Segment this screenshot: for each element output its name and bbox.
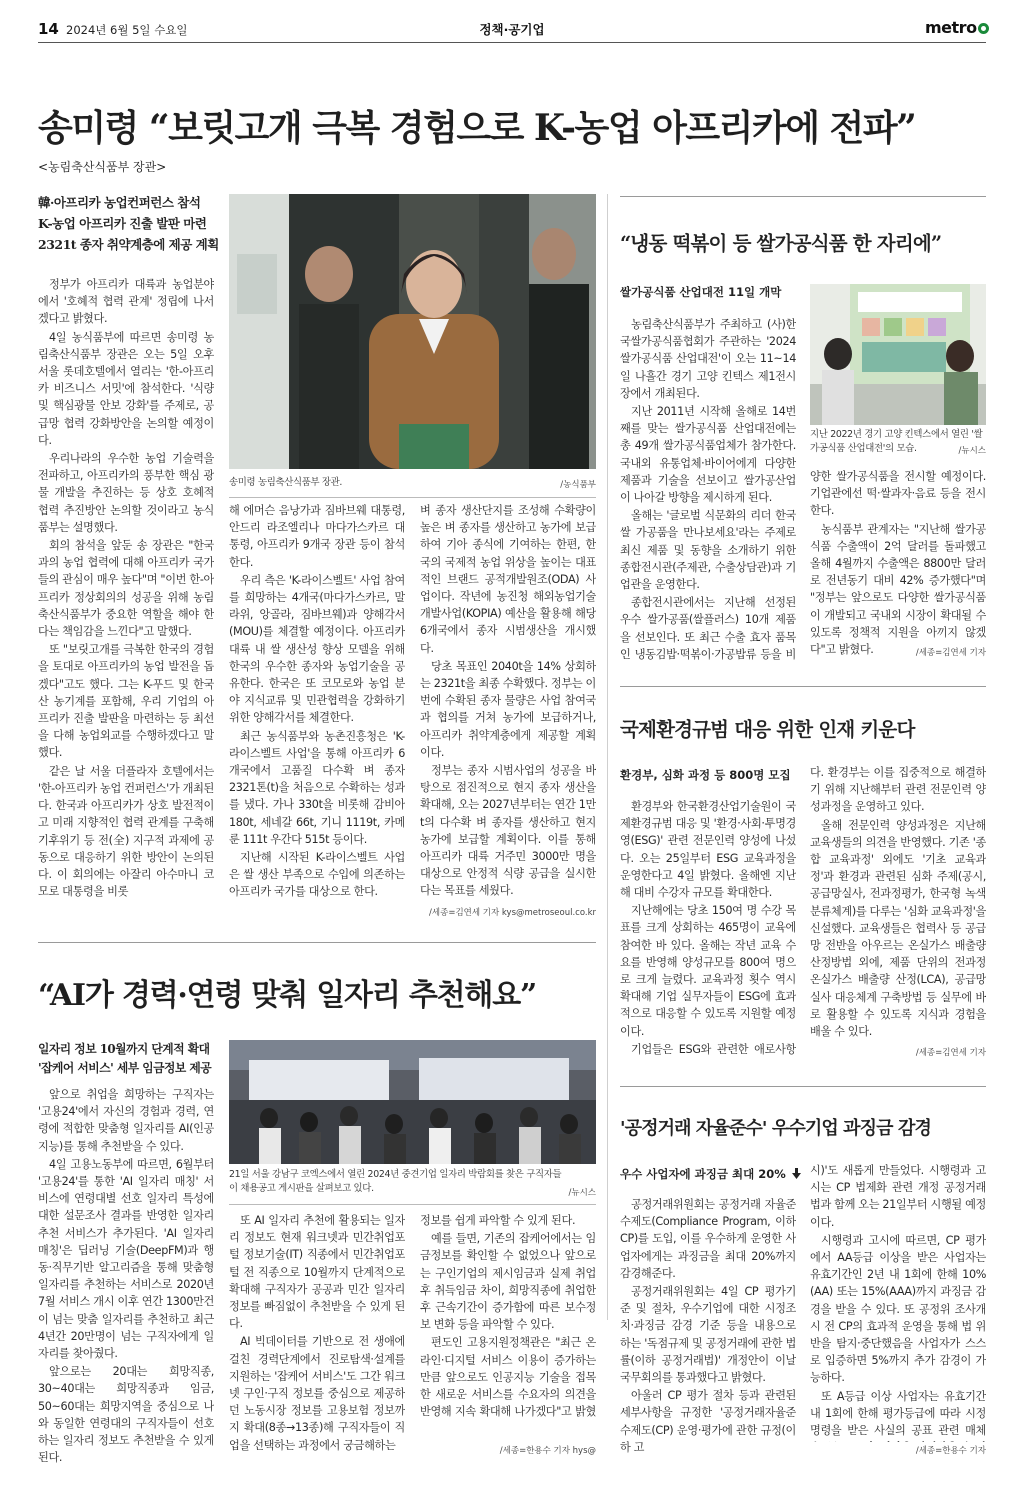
issue-date: 2024년 6월 5일 수요일 <box>66 23 188 37</box>
article2-byline: /세종=김연세 기자 <box>915 648 986 658</box>
article3-top-rule <box>620 686 986 687</box>
paragraph: 공정거래위원회는 공정거래 자율준수제도(Compliance Program, 이하 CP)를 도입, 이를 우수하게 운영한 사업자에게는 과징금을 최대 20%까지 감경해준다. <box>620 1198 796 1280</box>
article4-byline: /세종=한용수 기자 hys@ <box>499 1446 596 1456</box>
paragraph: 또 "보릿고개를 극복한 한국의 경험을 토대로 아프리카의 농업 발전을 돕겠다"고도 했다. 그는 K-푸드 및 한국산 농기계를 포함해, 우리 기업의 아프리카 진출 발판을 마련하는 등 최선을 다해 농업외교를 수행하겠다고 말했다. <box>38 643 214 760</box>
article5-col2 <box>810 1162 986 1442</box>
paragraph: 정보를 쉽게 파악할 수 있게 된다. <box>420 1214 576 1227</box>
paragraph: 농림축산식품부가 주최하고 (사)한국쌀가공식품협회가 주관하는 '2024 쌀가공식품 산업대전'이 오는 11~14일 나흘간 경기 고양 킨텍스 제1전시장에서 개최된다. <box>620 318 796 400</box>
paragraph: 시)'도 새롭게 만들었다. 시행령과 고시는 CP 법제화 관련 개정 공정거래법과 함께 오는 21일부터 시행될 예정이다. <box>810 1164 986 1229</box>
logo-text: metro <box>925 18 977 37</box>
article3-byline: /세종=김연세 기자 <box>915 1048 986 1058</box>
paragraph: 지난해 시작된 K-라이스벨트 사업은 쌀 생산 부족으로 수입에 의존하는 아프리카 국가를 대상으로 한다. <box>229 851 405 899</box>
deck-line: '잡케어 서비스' 세부 임금정보 제공 <box>38 1061 212 1075</box>
paragraph: 기업들은 ESG와 관련한 애로사항 <box>631 1042 796 1056</box>
paragraph: 4일 농식품부에 따르면 송미령 농림축산식품부 장관은 오는 5일 오후 서울 롯데호텔에서 열리는 '한-아프리카 비즈니스 서밋'에 참석한다. '식량 및 핵심광물 안보 강화'를 주제로, 공급망 협력 강화방안을 논의할 예정이다. <box>38 330 214 447</box>
paragraph: 4일 고용노동부에 따르면, 6월부터 '고용24'를 통한 'AI 일자리 매칭' 서비스에 연령대별 선호 일자리 특성에 대한 설문조사 결과를 반영한 일자리 추천 서비스가 추가된다. 'AI 일자리 매칭'은 딥러닝 기술(DeepFM)과 행동·직무기반 알고리즘을 통해 맞춤형 일자리를 추천하는 서비스로 2020년 7월 서비스 개시 이후 연간 1300만건이 넘는 맞춤 일자리를 추천하고 최근 4년간 20만명이 넘는 구직자에게 일자리를 찾아줬다. <box>38 1157 214 1361</box>
article3-col1 <box>620 798 796 1060</box>
paragraph: 아울러 CP 평가 절차 등과 관련된 세부사항을 규정한 '공정거래자율준수제도(CP) 운영·평가에 관한 규정(이하 고 <box>620 1389 796 1454</box>
article2-top-rule <box>620 196 986 197</box>
minister-illustration <box>229 194 596 469</box>
minister-photo-credit: /농식품부 <box>560 480 596 490</box>
article1-col3 <box>420 502 596 900</box>
paragraph: 회의 참석을 앞둔 송 장관은 "한국과의 농업 협력에 대해 아프리카 국가들의 관심이 매우 높다"며 "이번 한-아프리카 정상회의의 성공을 위해 농림축산식품부가 중요한 역할을 해야 한다는 책임감을 느낀다"고 말했다. <box>38 539 214 639</box>
article5-col1 <box>620 1196 796 1466</box>
paragraph: 양한 쌀가공식품을 전시할 예정이다. 기업관에선 떡·쌀과자·음료 등을 전시한다. <box>810 470 986 518</box>
paragraph: 올해는 '글로벌 식문화의 리더 한국쌀 가공품을 만나보세요'라는 주제로 최신 제품 및 동향을 소개하기 위한 종합전시관(주제관, 수출상담관)과 기업관을 운영한다. <box>620 509 796 592</box>
paragraph: 또 A등급 이상 사업자는 유효기간 내 1회에 한해 평가등급에 따라 시정명령을 받은 사실의 공표 관련 매체 <box>810 1389 986 1438</box>
page-number: 14 <box>38 20 59 38</box>
deck-line: 일자리 정보 10월까지 단계적 확대 <box>38 1042 210 1056</box>
article4-deck <box>38 1040 228 1078</box>
job-fair-illustration <box>229 1040 596 1164</box>
job-photo-rule <box>229 1204 596 1205</box>
paragraph: 앞으로 취업을 희망하는 구직자는 '고용24'에서 자신의 경험과 경력, 연령에 적합한 맞춤형 일자리를 AI(인공지능)를 통해 추천받을 수 있다. <box>38 1088 214 1153</box>
article5-byline: /세종=한용수 기자 <box>915 1446 986 1456</box>
paragraph: AI 빅데이터를 기반으로 전 생애에 걸친 경력단계에서 진로탐색·설계를 지원하는 '잡케어 서비스'도 그간 워크넷 구인·구직 정보를 중심으로 제공하던 노동시장 정보를 고용보험 정보까지 확대(8종→13종)해 구직자들이 직업을 선택하는 과정에서 궁금해하는 <box>229 1335 405 1452</box>
headline-main-subhead: <농림축산식품부 장관> <box>38 160 167 174</box>
minister-photo-caption: 송미령 농림축산식품부 장관. <box>229 477 343 488</box>
article2-col2 <box>810 468 986 658</box>
paragraph: 올해 전문인력 양성과정은 지난해 교육생들의 의견을 반영했다. 기존 '종합 교육과정' 외에도 '기초 교육과정'과 환경과 관련된 심화 주제(공시, 공급망실사, 전과정평가, 한국형 녹색분류체계)를 다루는 '심화 교육과정'을 신설했다. 교육생들은 협력사 등 공급망 전반을 아우르는 온실가스 배출량 산정방법 외에, 제품 단위의 전과정 온실가스 배출량 산정(LCA), 공급망 실사 대응체계 구축방법 등 실무에 바로 활용할 수 있도록 지식과 경험을 배울 수 있다. <box>810 818 986 1039</box>
article4-col1 <box>38 1086 214 1466</box>
job-fair-photo <box>229 1040 596 1164</box>
paragraph: 또 AI 일자리 추천에 활용되는 일자리 정보도 현재 워크넷과 민간취업포털 정보기술(IT) 직종에서 민간취업포털 전 직종으로 10월까지 단계적으로 확대해 구직자가 공공과 민간 일자리 정보를 빠짐없이 추천받을 수 있게 된다. <box>229 1214 405 1331</box>
deck-line: 2321t 종자 취약계층에 제공 계획 <box>38 237 219 252</box>
paragraph: 편도인 고용지원정책관은 "최근 온라인·디지털 서비스 이용이 증가하는 만큼 앞으로도 인공지능 기술을 접목한 새로운 서비스를 수요자의 의견을 반영해 지속 확대해 나가겠다"고 밝혔 <box>420 1336 596 1419</box>
headline-main: 송미령 “보릿고개 극복 경험으로 K-농업 아프리카에 전파” <box>38 107 916 149</box>
logo-mark-icon <box>978 23 989 34</box>
paragraph: 우리 측은 'K-라이스벨트' 사업 참여를 희망하는 4개국(마다가스카르, 말라위, 앙골라, 짐바브웨)과 양해각서(MOU)를 체결할 예정이다. 아프리카 대륙 내 쌀 생산성 향상 모델을 위해 한국의 우수한 종자와 농업기술을 공유한다. 한국은 또 코모로와 농업 분야 지식교류 및 민관협력을 강화하기 위한 양해각서를 체결한다. <box>229 573 405 725</box>
article1-col1 <box>38 276 214 928</box>
photo-rule <box>229 497 596 498</box>
deck-line: K-농업 아프리카 진출 발판 마련 <box>38 216 207 231</box>
rice-expo-caption: 지난 2022년 경기 고양 킨텍스에서 열린 '쌀가공식품 산업대전'의 모습. <box>810 429 983 454</box>
job-fair-credit: /뉴시스 <box>568 1188 596 1198</box>
metro-logo <box>925 18 989 37</box>
article3-headline: 국제환경규범 대응 위한 인재 키운다 <box>620 718 915 741</box>
article4-top-rule <box>38 942 596 943</box>
paragraph: 최근 농식품부와 농촌진흥청은 'K-라이스벨트 사업'을 통해 아프리카 6개국에서 고품질 다수확 벼 종자 2321톤(t)을 처음으로 수확하는 성과를 냈다. 가나 330t을 비롯해 감비아 180t, 세네갈 66t, 기니 1119t, 카메룬 111t 우간다 515t 등이다. <box>229 729 405 846</box>
paragraph: 정부가 아프리카 대륙과 농업분야에서 '호혜적 협력 관계' 정립에 나서겠다고 밝혔다. <box>38 278 214 326</box>
article3-deck: 환경부, 심화 과정 등 800명 모집 <box>620 768 791 782</box>
paragraph: 지난해에는 당초 150여 명 수강 목표를 크게 상회하는 465명이 교육에 참여한 바 있다. 올해는 작년 교육 수요를 반영해 양성규모를 800여 명으로 크게 늘렸다. 교육과정 횟수 역시 확대해 기업 실무자들이 ESG에 효과적으로 대응할 수 있도록 지원할 예정이다. <box>620 904 796 1038</box>
paragraph: 같은 날 서울 더플라자 호텔에서는 '한-아프리카 농업 컨퍼런스'가 개최된다. 한국과 아프리카가 상호 발전적이고 미래 지향적인 협력 관계를 구축해 기후위기 등 전(全) 지구적 과제에 공동으로 대응하기 위한 방안이 논의된다. 이 회의에는 아잘리 아수마니 코모로 대통령을 비롯 <box>38 764 214 899</box>
paragraph: 예를 들면, 기존의 잡케어에서는 임금정보를 확인할 수 없었으나 앞으로는 구인기업의 제시임금과 실제 취업 후 취득임금 차이, 희망직종에 취업한 후 근속기간이 증가함에 따른 보수정보 변화 등을 파악할 수 있다. <box>420 1232 596 1332</box>
article2-headline: “냉동 떡볶이 등 쌀가공식품 한 자리에” <box>620 232 942 255</box>
article5-headline: '공정거래 자율준수' 우수기업 과징금 감경 <box>620 1118 931 1139</box>
article4-col3 <box>420 1212 596 1422</box>
minister-photo <box>229 194 596 469</box>
rice-expo-photo <box>810 284 986 425</box>
column-divider <box>607 194 608 1320</box>
article5-deck-text: 우수 사업자에 과징금 최대 20% <box>620 1167 786 1181</box>
section-name: 정책·공기업 <box>479 22 545 37</box>
rice-expo-illustration <box>810 284 986 425</box>
job-fair-caption: 21일 서울 강남구 코엑스에서 열린 2024년 중견기업 일자리 박람회를 찾은 구직자들이 채용공고 게시판을 살펴보고 있다. <box>229 1169 562 1194</box>
paragraph: 해 에머슨 음낭가과 짐바브웨 대통령, 안드리 라조엘리나 마다가스카르 대통령, 아프리카 9개국 장관 등이 참석한다. <box>229 504 405 569</box>
article2-deck: 쌀가공식품 산업대전 11일 개막 <box>620 285 782 299</box>
paragraph: 지난 2011년 시작해 올해로 14번째를 맞는 쌀가공식품 산업대전에는 총 49개 쌀가공식품업체가 참가한다. 국내외 유통업체·바이어에게 다양한 제품과 기술을 선보이고 쌀가공산업이 나아갈 방향을 제시하게 된다. <box>620 405 796 505</box>
paragraph: 농식품부 관계자는 "지난해 쌀가공식품 수출액이 2억 달러를 돌파했고 올해 4월까지 수출액은 8800만 달러로 전년동기 대비 42% 증가했다"며 "정부는 앞으로도 다양한 쌀가공식품이 개발되고 국내외 시장이 확대될 수 있도록 정책적 지원을 아끼지 않겠다"고 밝혔다. <box>810 522 986 657</box>
paragraph: 환경부와 한국환경산업기술원이 국제환경규범 대응 및 '환경·사회·투명경영(ESG)' 관련 전문인력 양성에 나섰다. 오는 25일부터 ESG 교육과정을 운영한다고 4일 밝혔다. 올해엔 지난해 대비 수강자 규모를 확대한다. <box>620 800 796 900</box>
paragraph: 당초 목표인 2040t을 14% 상회하는 2321t을 최종 수확했다. 정부는 이번에 수확된 종자 물량은 사업 참여국과 협의를 거쳐 농가에 보급하거나, 아프리카 취약계층에게 제공할 계획이다. <box>420 659 596 759</box>
down-arrow-icon <box>792 1168 801 1182</box>
article1-deck <box>38 192 228 255</box>
article5-deck <box>620 1166 801 1182</box>
rice-expo-credit: /뉴시스 <box>958 446 986 456</box>
article4-headline: “AI가 경력·연령 맞춰 일자리 추천해요” <box>38 978 537 1013</box>
header-rule <box>38 42 986 43</box>
article2-col1 <box>620 316 796 661</box>
paragraph: 종합전시관에서는 지난해 선정된 우수 쌀가공품(쌀플러스) 10개 제품을 선보인다. 또 최근 수출 효자 품목인 냉동김밥·떡볶이·가공밥류 등을 비 <box>620 596 796 661</box>
article3-col2 <box>810 764 986 1042</box>
paragraph: 다. 환경부는 이를 집중적으로 해결하기 위해 지난해부터 관련 전문인력 양성과정을 운영하고 있다. <box>810 766 986 814</box>
paragraph: 우리나라의 우수한 농업 기술력을 전파하고, 아프리카의 풍부한 핵심 광물 개발을 추진하는 등 상호 호혜적 협력 추진방안 논의할 것이라고 농식품부는 설명했다. <box>38 452 214 534</box>
article1-byline: /세종=김연세 기자 kys@metroseoul.co.kr <box>429 908 596 918</box>
article1-col2 <box>229 502 405 930</box>
paragraph: 앞으로는 20대는 희망직종, 30~40대는 희망직종과 임금, 50~60대는 희망지역을 중심으로 나와 동일한 연령대의 구직자들이 선호하는 일자리 정보도 추천받을 수 있게 된다. <box>38 1365 214 1465</box>
paragraph: 시행령과 고시에 따르면, CP 평가에서 AA등급 이상을 받은 사업자는 유효기간인 2년 내 1회에 한해 10%(AA) 또는 15%(AAA)까지 과징금 감경을 받을 수 있다. 또 공정위 조사개시 전 CP의 효과적 운영을 통해 법 위반을 탐지·중단했음을 사업자가 스스로 입증하면 5%까지 추가 감경이 가능하다. <box>810 1233 986 1385</box>
article4-col2 <box>229 1212 405 1468</box>
article5-top-rule <box>620 1086 986 1087</box>
paragraph: 벼 종자 생산단지를 조성해 수확량이 높은 벼 종자를 생산하고 농가에 보급하여 기아 종식에 기여하는 한편, 한국의 국제적 농업 위상을 높이는 대표적인 브랜드 공적개발원조(ODA) 사업이다. 작년에 농진청 해외농업기술개발사업(KOPIA) 예산을 활용해 해당 6개국에서 종자 시범생산을 개시했다. <box>420 504 596 655</box>
deck-line: 韓·아프리카 농업컨퍼런스 참석 <box>38 195 201 210</box>
paragraph: 정부는 종자 시범사업의 성공을 바탕으로 점진적으로 현지 종자 생산을 확대해, 오는 2027년부터는 연간 1만t의 다수확 벼 종자를 생산하고 현지 농가에 보급할 계획이다. 이를 통해 아프리카 대륙 거주민 3000만 명을 대상으로 안정적 식량 공급을 실시한다는 목표를 세웠다. <box>420 764 596 898</box>
paragraph: 공정거래위원회는 4일 CP 평가기준 및 절차, 우수기업에 대한 시정조치·과징금 감경 기준 등을 내용으로 하는 '독점규제 및 공정거래에 관한 법률(이하 공정거래법)' 개정안이 이날 국무회의를 통과했다고 밝혔다. <box>620 1285 796 1385</box>
